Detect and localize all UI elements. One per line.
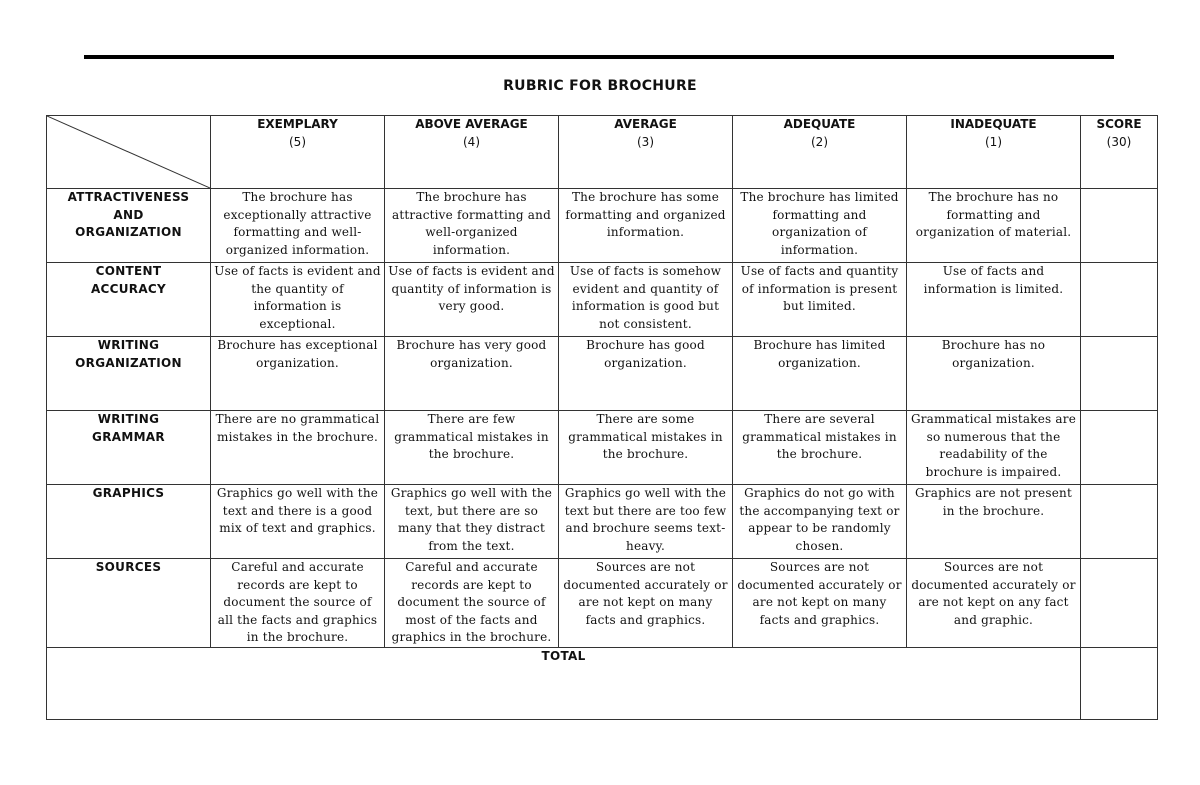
descriptor-cell: Brochure has exceptional organization.: [211, 337, 385, 411]
descriptor-cell: Careful and accurate records are kept to document the source of most of the facts and graphics in the brochure.: [385, 559, 559, 648]
criterion-name-line: GRAPHICS: [92, 486, 165, 500]
criterion-name-line: ACCURACY: [90, 281, 167, 296]
descriptor-cell: Graphics go well with the text and there is a good mix of text and graphics.: [211, 485, 385, 559]
descriptor-cell: Use of facts is somehow evident and quantity of information is good but not consistent.: [559, 263, 733, 337]
score-points: (30): [1106, 134, 1132, 149]
level-points: (4): [463, 134, 480, 149]
descriptor-cell: Graphics go well with the text, but there are so many that they distract from the text.: [385, 485, 559, 559]
descriptor-cell: The brochure has exceptionally attractive formatting and well-organized information.: [211, 189, 385, 263]
criterion-row-content-accuracy: [47, 263, 1158, 337]
descriptor-cell: There are few grammatical mistakes in the brochure.: [385, 411, 559, 485]
top-rule: [84, 55, 1114, 59]
score-header: [1081, 116, 1158, 189]
criterion-name-line: WRITING: [97, 338, 160, 352]
criterion-name: [47, 189, 211, 263]
descriptor-cell: There are several grammatical mistakes in the brochure.: [733, 411, 907, 485]
criterion-name-line: CONTENT: [95, 264, 162, 278]
descriptor-cell: Graphics go well with the text but there are too few and brochure seems text-heavy.: [559, 485, 733, 559]
criterion-name-line: ATTRACTIVENESS: [67, 190, 190, 204]
descriptor-cell: Use of facts and quantity of information is present but limited.: [733, 263, 907, 337]
level-header-inadequate: [907, 116, 1081, 189]
level-label: INADEQUATE: [950, 117, 1037, 131]
header-row: [47, 116, 1158, 189]
corner-cell: [47, 116, 211, 189]
descriptor-cell: The brochure has limited formatting and organization of information.: [733, 189, 907, 263]
descriptor-cell: Graphics do not go with the accompanying text or appear to be randomly chosen.: [733, 485, 907, 559]
criterion-name: [47, 559, 211, 648]
diagonal-line: [47, 116, 210, 188]
descriptor-cell: Sources are not documented accurately or are not kept on many facts and graphics.: [733, 559, 907, 648]
total-label: TOTAL: [47, 647, 1081, 719]
page-title: RUBRIC FOR BROCHURE: [503, 78, 697, 94]
criterion-row-sources: [47, 559, 1158, 648]
rubric-table: [46, 115, 1158, 720]
criterion-row-writing-organization: [47, 337, 1158, 411]
descriptor-cell: There are some grammatical mistakes in the brochure.: [559, 411, 733, 485]
total-score-cell: [1081, 647, 1158, 719]
descriptor-cell: Brochure has very good organization.: [385, 337, 559, 411]
score-cell: [1081, 189, 1158, 263]
score-cell: [1081, 337, 1158, 411]
total-row: [47, 647, 1158, 719]
descriptor-cell: Use of facts is evident and the quantity of information is exceptional.: [211, 263, 385, 337]
descriptor-cell: Use of facts and information is limited.: [907, 263, 1081, 337]
criterion-row-attractiveness: [47, 189, 1158, 263]
descriptor-cell: Sources are not documented accurately or are not kept on any fact and graphic.: [907, 559, 1081, 648]
descriptor-cell: The brochure has no formatting and organization of material.: [907, 189, 1081, 263]
descriptor-cell: Sources are not documented accurately or are not kept on many facts and graphics.: [559, 559, 733, 648]
criterion-name-line: AND: [113, 207, 144, 222]
level-header-average: [559, 116, 733, 189]
criterion-name: [47, 263, 211, 337]
descriptor-cell: The brochure has attractive formatting and well-organized information.: [385, 189, 559, 263]
level-points: (1): [985, 134, 1002, 149]
descriptor-cell: There are no grammatical mistakes in the brochure.: [211, 411, 385, 485]
level-label: ABOVE AVERAGE: [415, 117, 528, 131]
criterion-row-writing-grammar: [47, 411, 1158, 485]
descriptor-cell: Graphics are not present in the brochure.: [907, 485, 1081, 559]
descriptor-cell: Brochure has no organization.: [907, 337, 1081, 411]
descriptor-cell: Brochure has limited organization.: [733, 337, 907, 411]
level-header-adequate: [733, 116, 907, 189]
level-label: EXEMPLARY: [257, 117, 338, 131]
level-points: (2): [811, 134, 828, 149]
criterion-name-line: GRAMMAR: [92, 429, 165, 444]
criterion-name-line: SOURCES: [95, 560, 162, 574]
score-cell: [1081, 411, 1158, 485]
descriptor-cell: Use of facts is evident and quantity of information is very good.: [385, 263, 559, 337]
criterion-name-line: ORGANIZATION: [75, 225, 182, 239]
level-label: ADEQUATE: [783, 117, 856, 131]
criterion-name-line: ORGANIZATION: [75, 355, 182, 370]
score-cell: [1081, 485, 1158, 559]
descriptor-cell: Careful and accurate records are kept to document the source of all the facts and graphics in the brochure.: [211, 559, 385, 648]
descriptor-cell: Brochure has good organization.: [559, 337, 733, 411]
criterion-name-line: WRITING: [97, 412, 160, 426]
score-label: SCORE: [1096, 117, 1142, 131]
level-header-exemplary: [211, 116, 385, 189]
score-cell: [1081, 559, 1158, 648]
score-cell: [1081, 263, 1158, 337]
level-points: (3): [637, 134, 654, 149]
level-points: (5): [289, 134, 306, 149]
descriptor-cell: Grammatical mistakes are so numerous that the readability of the brochure is impaired.: [907, 411, 1081, 485]
level-label: AVERAGE: [614, 117, 677, 131]
level-header-above-average: [385, 116, 559, 189]
criterion-row-graphics: [47, 485, 1158, 559]
descriptor-cell: The brochure has some formatting and organized information.: [559, 189, 733, 263]
criterion-name: [47, 485, 211, 559]
criterion-name: [47, 337, 211, 411]
criterion-name: [47, 411, 211, 485]
